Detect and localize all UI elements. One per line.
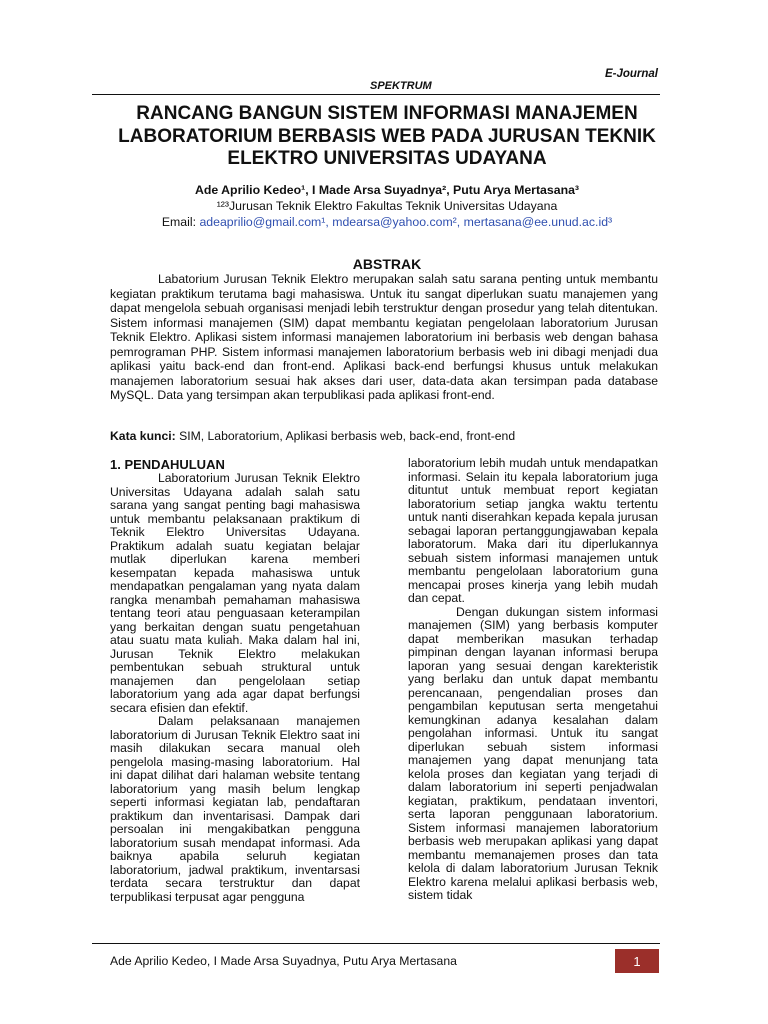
keywords-line xyxy=(110,429,515,443)
page-number: 1 xyxy=(615,949,659,973)
abstract-heading: ABSTRAK xyxy=(352,256,422,272)
section-heading: 1. PENDAHULUAN xyxy=(110,457,225,472)
journal-name: E-Journal xyxy=(604,68,658,80)
paper-authors: Ade Aprilio Kedeo¹, I Made Arsa Suyadnya², Putu Arya Mertasana³ xyxy=(194,183,580,197)
email-line xyxy=(92,215,682,229)
footer-divider xyxy=(92,943,660,944)
abstract-text: Labatorium Jurusan Teknik Elektro merupakan salah satu sarana penting untuk membantu kegiatan praktikum terutama bagi mahasiswa. Untuk itu sangat diperlukan suatu manajemen yang dapat mengelola sebuah organisasi menjadi lebih terstruktur dengan prosedur yang telah ditentukan. Sistem informasi manajemen (SIM) dapat membantu kegiatan pengelolaan laboratorium Jurusan Teknik Elektro. Aplikasi sistem informasi manajemen laboratorium ini berbasis web dengan bahasa pemrograman PHP. Sistem informasi manajemen laboratorium berbasis web ini dibagi menjadi dua aplikasi yaitu back-end dan front-end. Aplikasi back-end berfungsi khusus untuk melakukan manajemen laboratorium sesuai hak akses dari user, data-data akan tersimpan pada database MySQL. Data yang tersimpan akan terpublikasi pada aplikasi front-end. xyxy=(110,272,658,402)
paper-title: RANCANG BANGUN SISTEM INFORMASI MANAJEMEN LABORATORIUM BERBASIS WEB PADA JURUSAN TEKNIK ELEKTRO UNIVERSITAS UDAYANA xyxy=(118,103,656,169)
paragraph: Dengan dukungan sistem informasi manajemen (SIM) yang berbasis komputer dapat memberikan masukan terhadap pimpinan dengan layanan informasi berupa laporan yang sesuai dengan karekteristik yang berlaku dan untuk dapat membantu perencanaan, pengendalian proses dan pengambilan keputusan serta mengetahui kemungkinan adanya kesalahan dalam pengolahan informasi. Untuk itu sangat diperlukan sebuah sistem informasi manajemen yang dapat menunjang tata kelola proses dan kegiatan yang terjadi di dalam laboratorium ini seperti penjadwalan kegiatan, praktikum, pendataan inventori, serta laporan penggunaan laboratorium. Sistem informasi manajemen laboratorium berbasis web merupakan aplikasi yang dapat membantu memanajemen proses dan tata kelola di dalam laboratorium Jurusan Teknik Elektro karena melalui aplikasi berbasis web, sistem tidak xyxy=(408,604,658,902)
paragraph: Dalam pelaksanaan manajemen laboratorium di Jurusan Teknik Elektro saat ini masih dilakukan secara manual oleh pengelola masing-masing laboratorium. Hal ini dapat dilihat dari halaman website tentang laboratorium yang masih belum lengkap seperti informasi kegiatan lab, pendaftaran praktikum dan inventarisasi. Dampak dari persoalan ini mengakibatkan pengguna laboratorium susah mendapat informasi. Ada baiknya apabila seluruh kegiatan laboratorium, jadwal praktikum, inventarsasi terdata secara terstruktur dan dapat terpublikasi terpusat agar pengguna xyxy=(110,714,360,904)
footer-authors: Ade Aprilio Kedeo, I Made Arsa Suyadnya, Putu Arya Mertasana xyxy=(110,954,457,968)
journal-section: SPEKTRUM xyxy=(370,80,432,92)
header-divider xyxy=(92,94,660,95)
email-label: Email: xyxy=(161,215,197,229)
left-column xyxy=(110,472,360,904)
email-links[interactable]: adeaprilio@gmail.com¹, mdearsa@yahoo.com², mertasana@ee.unud.ac.id³ xyxy=(199,215,613,229)
paragraph: Laboratorium Jurusan Teknik Elektro Universitas Udayana adalah salah satu sarana yang sangat penting bagi mahasiswa untuk membantu pelaksanaan praktikum di Teknik Elektro Universitas Udayana. Praktikum adalah suatu kegiatan belajar mutlak diperlukan karena memberi kesempatan kepada mahasiswa untuk mendapatkan pengalaman yang nyata dalam rangka menambah pemahaman mahasiswa tentang teori atau penguasaan keterampilan yang berkaitan dengan suatu pengetahuan atau suatu mata kuliah. Maka dalam hal ini, Jurusan Teknik Elektro melakukan pembentukan sebuah struktural untuk manajemen dan pengelolaan setiap laboratorium yang ada agar dapat berfungsi secara efisien dan efektif. xyxy=(110,471,360,715)
right-column xyxy=(408,457,658,903)
keywords-label: Kata kunci: xyxy=(110,429,176,443)
paper-affiliation: ¹²³Jurusan Teknik Elektro Fakultas Teknik Universitas Udayana xyxy=(216,199,558,213)
paragraph: laboratorium lebih mudah untuk mendapatkan informasi. Selain itu kepala laboratorium juga dituntut untuk membuat report kegiatan laboratorium setiap jangka waktu tertentu untuk nanti diserahkan kepada kepala jurusan sebagai laporan pertanggungjawaban kepala laboratorum. Maka dari itu diperlukannya sebuah sistem informasi manajemen untuk membantu pengelolaan laboratorium guna mencapai proses kinerja yang lebih mudah dan cepat. xyxy=(408,456,658,605)
keywords-text: SIM, Laboratorium, Aplikasi berbasis web, back-end, front-end xyxy=(179,429,516,443)
